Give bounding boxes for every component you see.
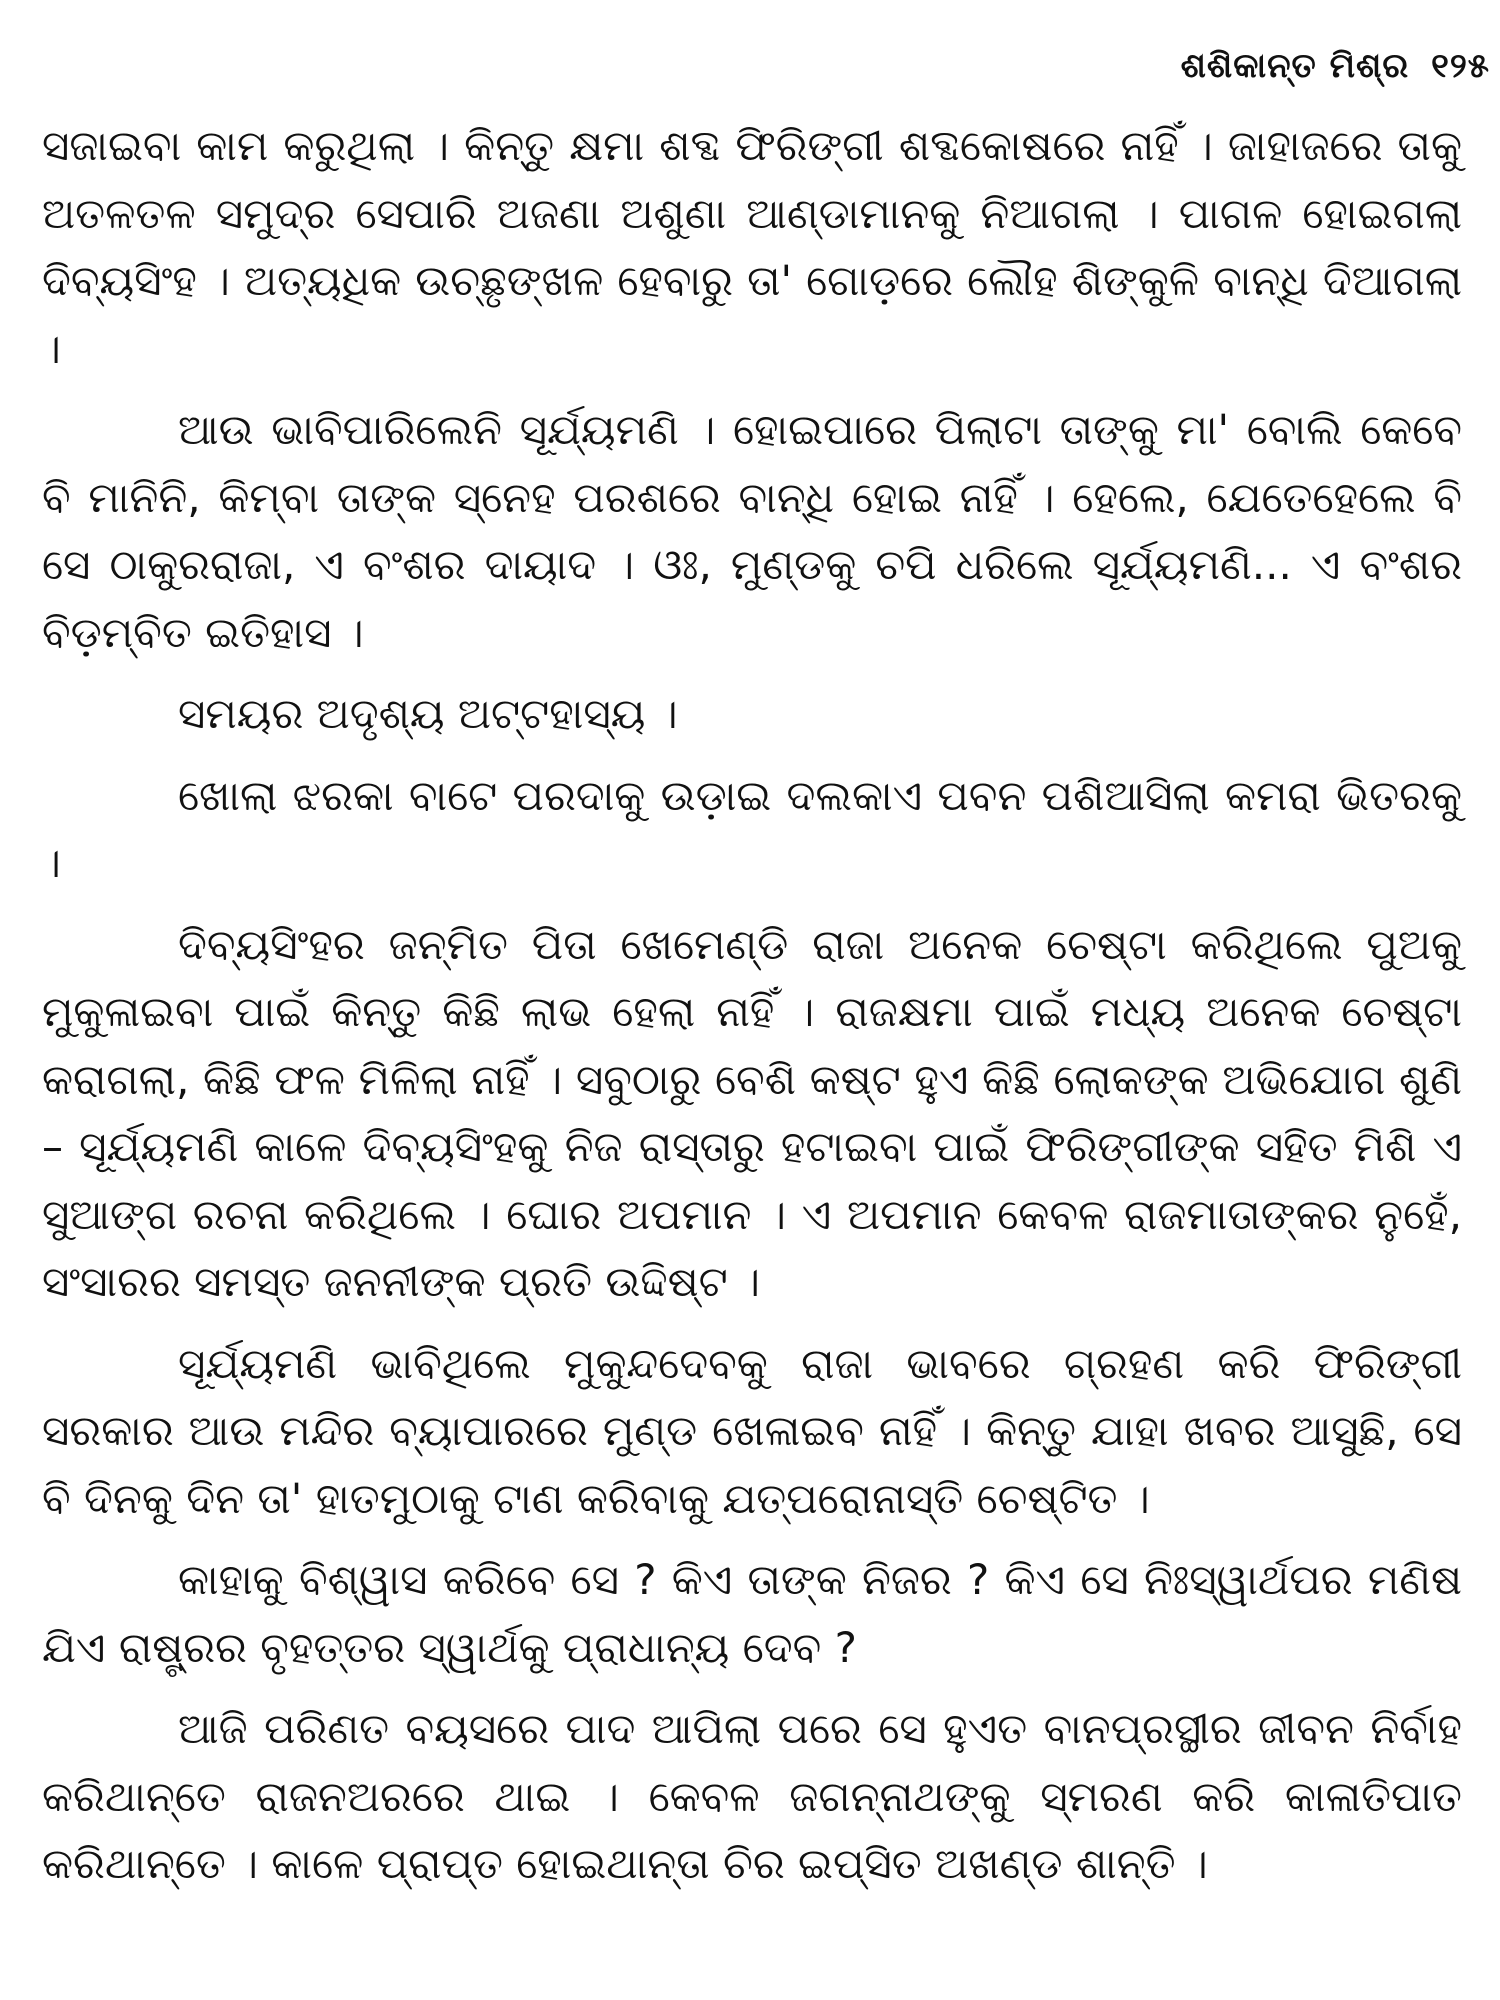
- author-name: ଶଶିକାନ୍ତ ମିଶ୍ର: [1180, 46, 1410, 86]
- paragraph-3: ସମୟର ଅଦୃଶ୍ୟ ଅଟ୍ଟହାସ୍ୟ ।: [178, 689, 678, 738]
- paragraph-5: ଦିବ୍ୟସିଂହର ଜନ୍ମିତ ପିତା ଖେମେଣ୍ଡି ରାଜା ଅନେକ ଚେଷ୍ଟା କରିଥିଲେ ପୁଅକୁ ମୁକୁଳାଇବା ପାଇଁ କିନ୍ତୁ କିଛି ଲାଭ ହେଲା ନାହିଁ । ରାଜକ୍ଷମା ପାଇଁ ମଧ୍ୟ ଅନେକ ଚେଷ୍ଟା କରାଗଲା, କିଛି ଫଳ ମିଳିଲା ନାହିଁ । ସବୁଠାରୁ ବେଶି କଷ୍ଟ ହୁଏ କିଛି ଲୋକଙ୍କ ଅଭିଯୋଗ ଶୁଣି – ସୂର୍ଯ୍ୟମଣି କାଳେ ଦିବ୍ୟସିଂହକୁ ନିଜ ରାସ୍ତାରୁ ହଟାଇବା ପାଇଁ ଫିରିଙ୍ଗୀଙ୍କ ସହିତ ମିଶି ଏ ସୁଆଙ୍ଗ ରଚନା କରିଥିଲେ । ଘୋର ଅପମାନ । ଏ ଅପମାନ କେବଳ ରାଜମାତାଙ୍କର ନୁହେଁ, ସଂସାରର ସମସ୍ତ ଜନନୀଙ୍କ ପ୍ରତି ଉଦ୍ଦିଷ୍ଟ ।: [42, 919, 1462, 1306]
- page-number: ୧୨୫: [1431, 46, 1490, 86]
- paragraph-1: ସଜାଇବା କାମ କରୁଥିଲା । କିନ୍ତୁ କ୍ଷମା ଶବ୍ଦ ଫିରିଙ୍ଗୀ ଶବ୍ଦକୋଷରେ ନାହିଁ । ଜାହାଜରେ ତାକୁ ଅତଳତଳ ସମୁଦ୍ର ସେପାରି ଅଜଣା ଅଶୁଣା ଆଣ୍ଡାମାନକୁ ନିଆଗଲା । ପାଗଳ ହୋଇଗଲା ଦିବ୍ୟସିଂହ । ଅତ୍ୟଧିକ ଉଚ୍ଛୃଙ୍ଖଳ ହେବାରୁ ତା' ଗୋଡ଼ରେ ଲୌହ ଶିଙ୍କୁଳି ବାନ୍ଧି ଦିଆଗଲା ।: [42, 121, 1462, 373]
- paragraph-6: ସୂର୍ଯ୍ୟମଣି ଭାବିଥିଲେ ମୁକୁନ୍ଦଦେବକୁ ରାଜା ଭାବରେ ଗ୍ରହଣ କରି ଫିରିଙ୍ଗୀ ସରକାର ଆଉ ମନ୍ଦିର ବ୍ୟାପାରରେ ମୁଣ୍ଡ ଖେଳାଇବ ନାହିଁ । କିନ୍ତୁ ଯାହା ଖବର ଆସୁଛି, ସେ ବି ଦିନକୁ ଦିନ ତା' ହାତମୁଠାକୁ ଟାଣ କରିବାକୁ ଯତ୍ପରୋନାସ୍ତି ଚେଷ୍ଟିତ ।: [42, 1338, 1462, 1523]
- paragraph-7: କାହାକୁ ବିଶ୍ୱାସ କରିବେ ସେ ? କିଏ ତାଙ୍କ ନିଜର ? କିଏ ସେ ନିଃସ୍ୱାର୍ଥପର ମଣିଷ ଯିଏ ରାଷ୍ଟ୍ରର ବୃହତ୍ତର ସ୍ୱାର୍ଥକୁ ପ୍ରାଧାନ୍ୟ ଦେବ ?: [42, 1555, 1462, 1672]
- running-header: [1181, 46, 1490, 86]
- paragraph-2: ଆଉ ଭାବିପାରିଲେନି ସୂର୍ଯ୍ୟମଣି । ହୋଇପାରେ ପିଲାଟା ତାଙ୍କୁ ମା' ବୋଲି କେବେ ବି ମାନିନି, କିମ୍ବା ତାଙ୍କ ସ୍ନେହ ପରଶରେ ବାନ୍ଧି ହୋଇ ନାହିଁ । ହେଲେ, ଯେତେହେଲେ ବି ସେ ଠାକୁରରାଜା, ଏ ବଂଶର ଦାୟାଦ । ଓଃ, ମୁଣ୍ଡକୁ ଚପି ଧରିଲେ ସୂର୍ଯ୍ୟମଣି... ଏ ବଂଶର ବିଡ଼ମ୍ବିତ ଇତିହାସ ।: [42, 405, 1462, 657]
- body-text: [42, 112, 1462, 1912]
- paragraph-8: ଆଜି ପରିଣତ ବୟସରେ ପାଦ ଆପିଲା ପରେ ସେ ହୁଏତ ବାନପ୍ରସ୍ଥୀର ଜୀବନ ନିର୍ବାହ କରିଥାନ୍ତେ ରାଜନଅରରେ ଥାଇ । କେବଳ ଜଗନ୍ନାଥଙ୍କୁ ସ୍ମରଣ କରି କାଳାତିପାତ କରିଥାନ୍ତେ । କାଳେ ପ୍ରାପ୍ତ ହୋଇଥାନ୍ତା ଚିର ଇପ୍ସିତ ଅଖଣ୍ଡ ଶାନ୍ତି ।: [42, 1704, 1462, 1888]
- paragraph-4: ଖୋଲା ଝରକା ବାଟେ ପରଦାକୁ ଉଡ଼ାଇ ଦଲକାଏ ପବନ ପଶିଆସିଲା କମରା ଭିତରକୁ ।: [42, 770, 1462, 887]
